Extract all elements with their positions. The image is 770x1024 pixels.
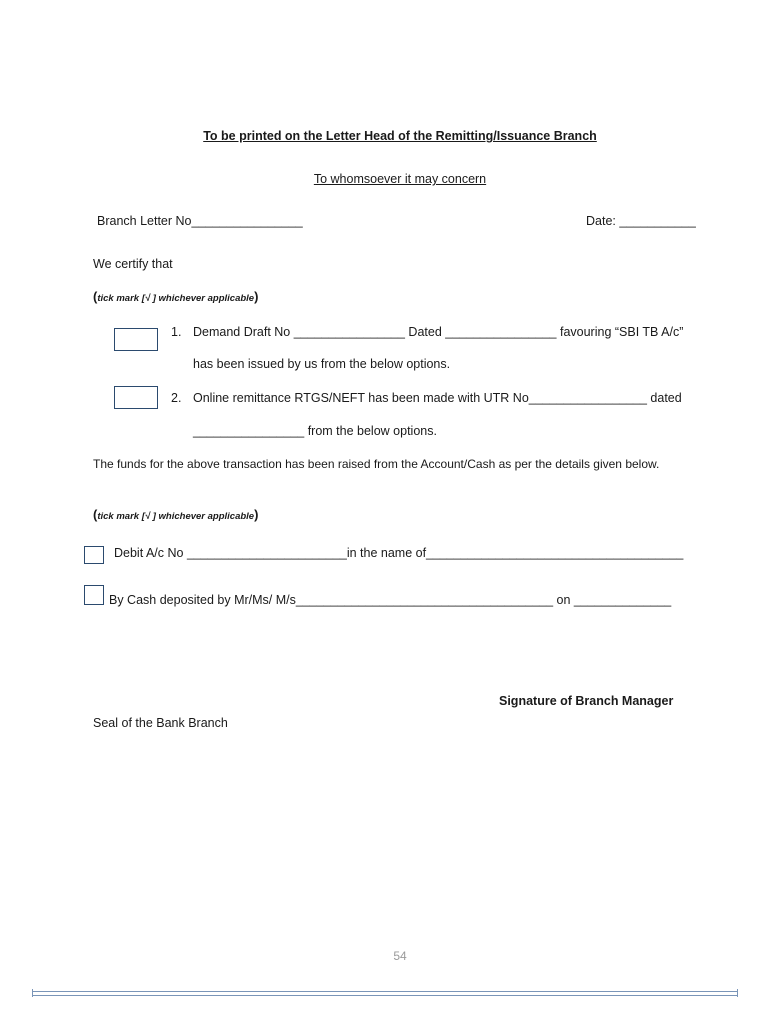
item1-line1: Demand Draft No ________________ Dated ________________ favouring “SBI TB A/c”: [193, 325, 684, 339]
item2-line1: Online remittance RTGS/NEFT has been made with UTR No_________________ dated: [193, 391, 682, 405]
debit-text: Debit A/c No _______________________in the name of_____________________________________: [114, 546, 684, 560]
seal-label: Seal of the Bank Branch: [93, 716, 228, 730]
document-title: To be printed on the Letter Head of the Remitting/Issuance Branch: [203, 129, 597, 143]
demand-draft-checkbox[interactable]: [114, 328, 158, 351]
item2-line2: ________________ from the below options.: [193, 424, 437, 438]
document-subtitle: To whomsoever it may concern: [313, 172, 487, 186]
footer-rule-cap-right: [737, 989, 738, 997]
signature-label: Signature of Branch Manager: [499, 694, 674, 708]
page-number: 54: [393, 949, 407, 963]
footer-rule-cap-left: [32, 989, 33, 997]
certify-text: We certify that: [93, 257, 173, 271]
footer-rule: [32, 991, 738, 996]
item2-number: 2.: [171, 391, 182, 405]
tick-note-2-text: tick mark [√ ] whichever applicable: [97, 511, 255, 522]
debit-checkbox[interactable]: [84, 546, 104, 564]
tick-note-1: (tick mark [√ ] whichever applicable): [93, 289, 259, 304]
date-field: Date: ___________: [586, 214, 696, 228]
tick-note-1-text: tick mark [√ ] whichever applicable: [97, 293, 255, 304]
cash-checkbox[interactable]: [84, 585, 104, 605]
tick-note-2: (tick mark [√ ] whichever applicable): [93, 507, 259, 522]
item1-number: 1.: [171, 325, 182, 339]
funds-text: The funds for the above transaction has been raised from the Account/Cash as per the details given below.: [93, 457, 660, 471]
online-remittance-checkbox[interactable]: [114, 386, 158, 409]
cash-text: By Cash deposited by Mr/Ms/ M/s_____________________________________ on ______________: [109, 593, 672, 607]
item1-line2: has been issued by us from the below options.: [193, 357, 451, 371]
branch-letter-no: Branch Letter No________________: [97, 214, 303, 228]
